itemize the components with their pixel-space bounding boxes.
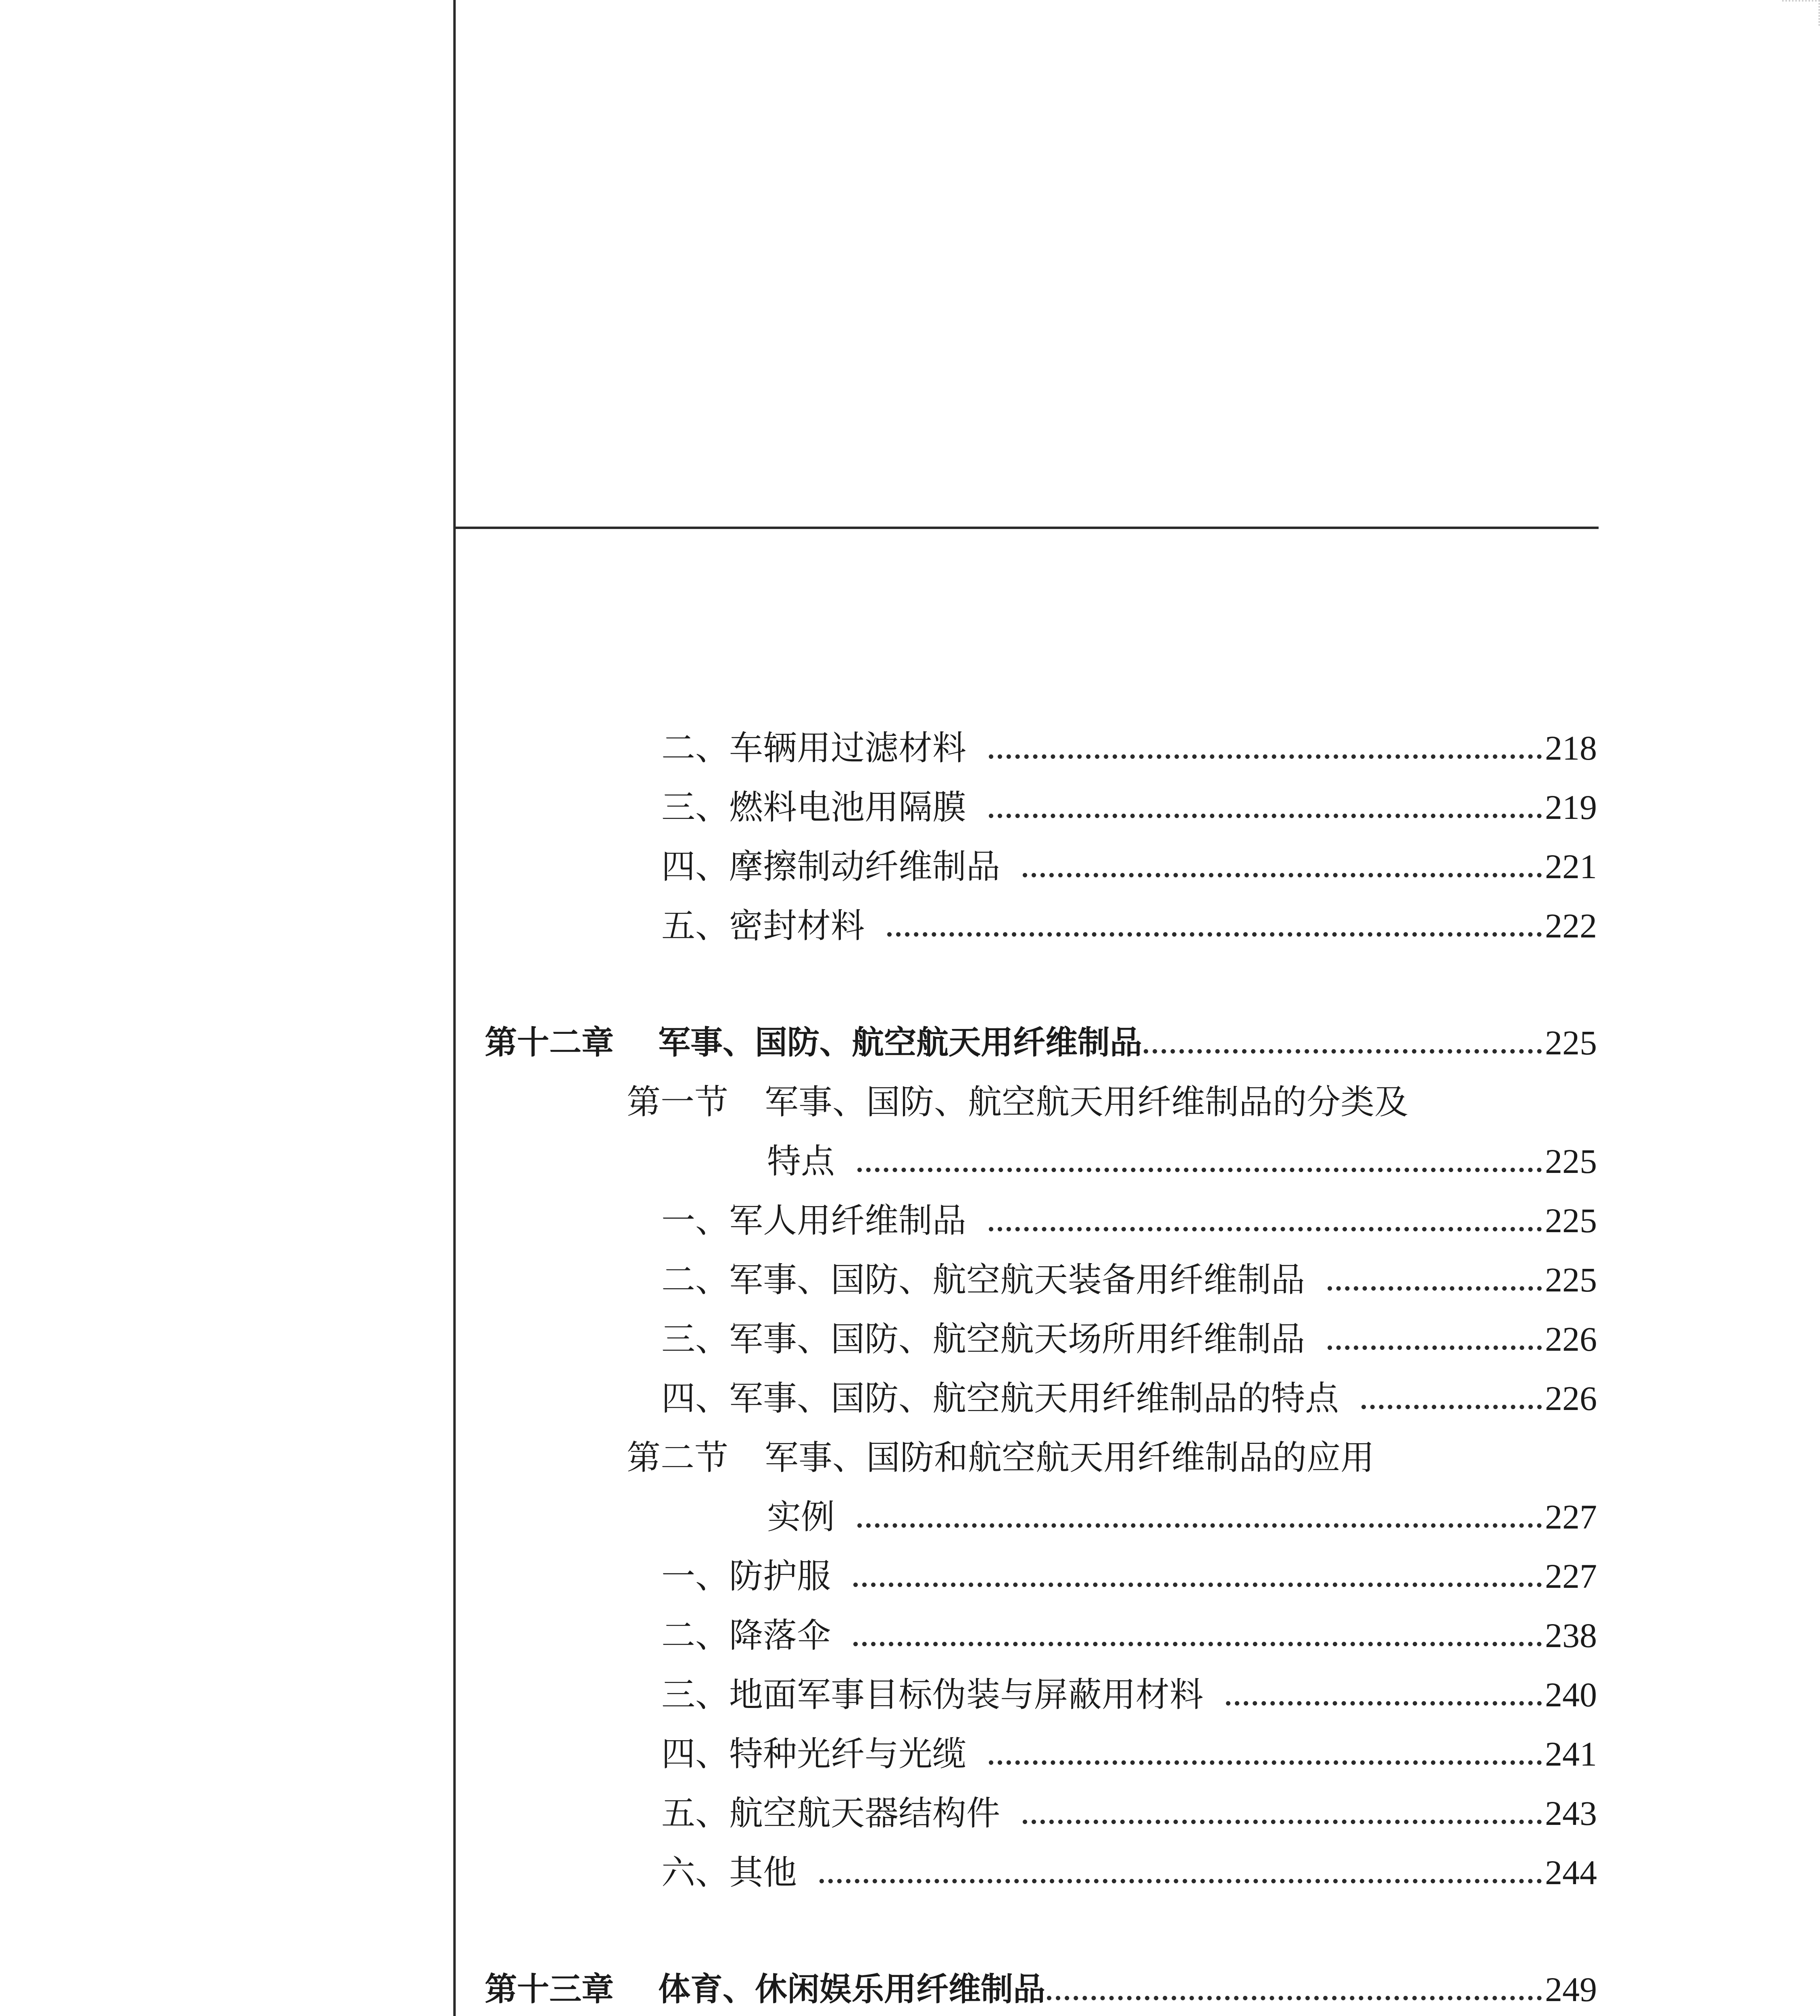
toc-item[interactable]: [661, 1787, 1597, 1835]
toc-item-page: 222: [1545, 906, 1597, 945]
dot-leader: [1328, 1345, 1542, 1350]
toc-item-label: 二、降落伞: [661, 1616, 831, 1655]
dot-leader: [989, 814, 1542, 818]
toc-item-label: 三、地面军事目标伪装与屏蔽用材料: [661, 1675, 1204, 1714]
section-page: 225: [1545, 1142, 1597, 1181]
toc-item-label: 四、特种光纤与光缆: [661, 1734, 967, 1774]
toc-item[interactable]: [661, 1194, 1597, 1243]
dot-leader: [1226, 1701, 1542, 1706]
chapter-heading: [485, 1967, 1045, 2012]
toc-item[interactable]: [661, 1609, 1597, 1658]
chapter-page: 225: [1545, 1023, 1597, 1062]
toc-item[interactable]: [661, 781, 1597, 829]
section-number: 第二节: [627, 1438, 729, 1477]
chapter-title: 体育、休闲娱乐用纤维制品: [658, 1970, 1045, 2008]
toc-item-page: 218: [1545, 729, 1597, 767]
section-title-cont: 实例: [767, 1497, 835, 1537]
toc-item-page: 226: [1545, 1320, 1597, 1358]
dot-leader: [857, 1168, 1542, 1172]
toc-item-label: 五、密封材料: [661, 906, 865, 946]
section-title: 军事、国防、航空航天用纤维制品的分类及: [765, 1082, 1409, 1122]
toc-item-page: 244: [1545, 1853, 1597, 1892]
dot-leader: [989, 1760, 1542, 1765]
toc-item-label: 二、车辆用过滤材料: [661, 728, 967, 768]
chapter-title: 军事、国防、航空航天用纤维制品: [658, 1024, 1142, 1061]
toc-item-label: 一、军人用纤维制品: [661, 1201, 967, 1240]
section-title: 军事、国防和航空航天用纤维制品的应用: [765, 1438, 1375, 1477]
toc-item-page: 225: [1545, 1201, 1597, 1240]
toc-item[interactable]: [661, 840, 1597, 889]
toc-item[interactable]: [661, 1550, 1597, 1598]
toc-item[interactable]: [661, 1668, 1597, 1717]
dot-leader: [1023, 873, 1542, 877]
chapter-heading: [485, 1020, 1142, 1065]
toc-chapter-12[interactable]: [485, 1016, 1597, 1065]
toc-item-label: 四、摩擦制动纤维制品: [661, 847, 1001, 886]
toc-item[interactable]: [661, 900, 1597, 948]
dot-leader: [853, 1642, 1542, 1646]
toc-item-page: 219: [1545, 788, 1597, 827]
toc-section-title-line[interactable]: [627, 1431, 1374, 1480]
toc-item-page: 221: [1545, 847, 1597, 886]
toc-item[interactable]: [661, 1254, 1597, 1302]
dot-leader: [1047, 1996, 1542, 2000]
section-page: 227: [1545, 1497, 1597, 1536]
dot-leader: [887, 932, 1542, 937]
chapter-number: 第十三章: [485, 1970, 614, 2008]
toc-item-label: 二、军事、国防、航空航天装备用纤维制品: [661, 1260, 1305, 1300]
section-number: 第一节: [627, 1082, 729, 1122]
toc-section-continuation[interactable]: [767, 1135, 1597, 1183]
toc-item-label: 三、燃料电池用隔膜: [661, 787, 967, 827]
toc-item-page: 241: [1545, 1735, 1597, 1773]
toc-item[interactable]: [661, 1313, 1597, 1361]
dot-leader: [1361, 1405, 1542, 1409]
toc-chapter-13[interactable]: [485, 1963, 1597, 2012]
toc-item-page: 225: [1545, 1260, 1597, 1299]
dot-leader: [1328, 1286, 1542, 1291]
toc-item-page: 243: [1545, 1794, 1597, 1833]
toc-item[interactable]: [661, 1728, 1597, 1776]
toc-item[interactable]: [661, 722, 1597, 770]
toc-item-label: 三、军事、国防、航空航天场所用纤维制品: [661, 1319, 1305, 1359]
dot-leader: [989, 1227, 1542, 1231]
toc-item-label: 四、军事、国防、航空航天用纤维制品的特点: [661, 1379, 1339, 1418]
dot-leader: [853, 1583, 1542, 1587]
dot-leader: [819, 1879, 1542, 1883]
dot-leader: [989, 754, 1542, 759]
toc-item-label: 一、防护服: [661, 1556, 831, 1596]
section-title-cont: 特点: [767, 1141, 835, 1181]
toc-section-title-line[interactable]: [627, 1076, 1408, 1124]
toc-item[interactable]: [661, 1372, 1597, 1420]
dot-leader: [1144, 1049, 1542, 1054]
toc-item-label: 六、其他: [661, 1853, 797, 1892]
toc-item-page: 240: [1545, 1675, 1597, 1714]
toc-item-page: 227: [1545, 1557, 1597, 1595]
dot-leader: [857, 1523, 1542, 1528]
toc-item-page: 226: [1545, 1379, 1597, 1418]
toc-section-continuation[interactable]: [767, 1491, 1597, 1539]
chapter-number: 第十二章: [485, 1024, 614, 1061]
toc-item-label: 五、航空航天器结构件: [661, 1793, 1001, 1833]
toc-item[interactable]: [661, 1846, 1597, 1895]
dot-leader: [1023, 1820, 1542, 1824]
chapter-page: 249: [1545, 1970, 1597, 2009]
toc-item-page: 238: [1545, 1616, 1597, 1655]
